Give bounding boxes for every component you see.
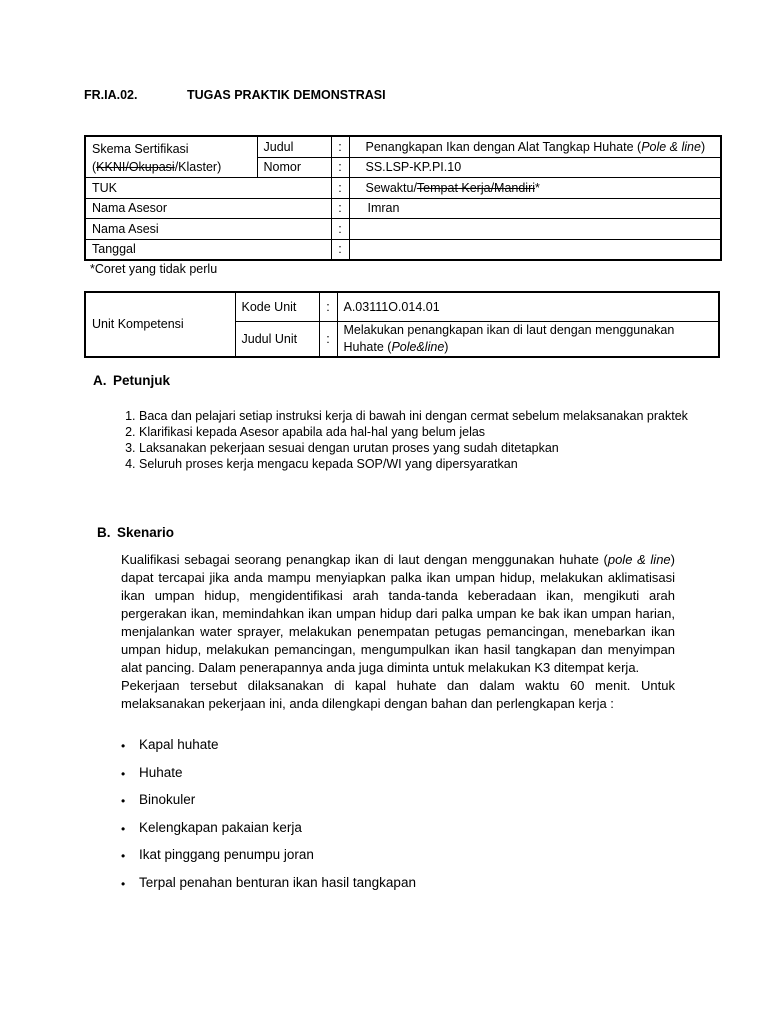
kode-label: Kode Unit [235,292,319,321]
colon: : [331,136,349,157]
bullet-icon: • [121,766,126,781]
bullet-icon: • [121,739,126,753]
asesor-label: Nama Asesor [85,198,331,219]
section-letter: B. [97,525,111,540]
table-row [85,219,721,240]
list-item: 3. Laksanakan pekerjaan sesuai dengan urutan proses yang sudah ditetapkan [139,440,699,456]
section-title: Skenario [117,525,175,540]
paren-open: ( [92,159,97,174]
judul-italic: Pole & line [641,139,701,154]
nomor-label: Nomor [257,157,331,178]
table-row [85,178,721,199]
bullet-icon: • [121,821,126,836]
para1-text-rest: ) dapat tercapai jika anda mampu menyiapkan palka ikan umpan hidup, melakukan aklimatisasi ikan umpan hidup, mengidentifikasi arah tanda-tanda keberadaan ikan, mengikuti arah pergerakan ikan, memindahkan ikan umpan hidup dari palka umpan ke bak ikan umpan harian, menjalankan water sprayer, melakukan penempatan petugas pemancingan, menebarkan ikan umpan hidup, melakukan pemancingan, mengumpulkan ikan hasil tangkapan dan menyimpan alat pancing. Dalam penerapannya anda juga diminta untuk melakukan K3 ditempat kerja. [121,552,676,675]
colon: : [331,157,349,178]
equipment-label: Kapal huhate [139,737,219,752]
equipment-label: Terpal penahan benturan ikan hasil tangkapan [139,874,416,890]
strike-note: *Coret yang tidak perlu [90,262,218,276]
scheme-table [84,135,722,261]
equipment-label: Ikat pinggang penumpu joran [139,847,314,862]
unit-table [84,291,720,358]
pole-line-italic: Pole&line [391,339,445,354]
colon: : [319,321,337,357]
instruction-list [119,408,699,472]
bullet-icon: • [121,849,126,863]
klaster-text: /Klaster) [174,159,222,174]
paren-close: ) [444,339,449,354]
equipment-label: Binokuler [139,792,196,807]
tanggal-label: Tanggal [85,239,331,260]
form-code: FR.IA.02. [84,88,138,102]
asesi-value [349,219,721,240]
tuk-asterisk: * [535,180,540,195]
list-item: 1. Baca dan pelajari setiap instruksi kerja di bawah ini dengan cermat sebelum melaksanakan praktek [139,408,699,424]
colon: : [331,239,349,260]
equipment-label: Huhate [139,764,183,780]
judul-text: Penangkapan Ikan dengan Alat Tangkap Huhate ( [365,139,642,154]
bullet-icon: • [121,794,126,808]
kode-value: A.03111O.014.01 [337,292,719,321]
list-item [121,765,416,793]
list-item [121,875,416,903]
huhate-text: Huhate ( [343,339,392,354]
tanggal-value [349,239,721,260]
para1-italic: pole & line [607,552,671,567]
skema-label-line2 [92,158,251,176]
asesor-value: Imran [349,198,721,219]
tuk-label: TUK [85,178,331,199]
list-item [121,847,416,875]
equipment-list [121,737,416,902]
unit-label: Unit Kompetensi [85,292,235,357]
struck-option: Tempat Kerja/Mandiri [416,180,536,195]
struck-option: KKNI/Okupasi [96,159,175,174]
list-item: 4. Seluruh proses kerja mengacu kepada SOP/WI yang dipersyaratkan [139,456,699,472]
table-row [85,292,719,321]
list-item: 2. Klarifikasi kepada Asesor apabila ada hal-hal yang belum jelas [139,424,699,440]
list-item [121,737,416,765]
section-a-heading [93,373,170,388]
judul-unit-value [337,321,719,357]
asesi-label: Nama Asesi [85,219,331,240]
skema-label-cell [85,136,257,178]
section-letter: A. [93,373,107,388]
judul-value [349,136,721,157]
section-title: Petunjuk [113,373,171,388]
form-title: TUGAS PRAKTIK DEMONSTRASI [187,88,386,102]
judul-close: ) [700,139,706,154]
list-item [121,820,416,848]
colon: : [331,198,349,219]
tuk-text: Sewaktu/ [365,180,417,195]
colon: : [331,219,349,240]
table-row [85,136,721,157]
judul-unit-line2 [344,339,713,356]
colon: : [319,292,337,321]
scenario-paragraph-2: Pekerjaan tersebut dilaksanakan di kapal huhate dan dalam waktu 60 menit. Untuk melaksanakan pekerjaan ini, anda dilengkapi dengan bahan dan perlengkapan kerja : [121,678,675,711]
judul-unit-line1: Melakukan penangkapan ikan di laut dengan menggunakan [343,322,675,337]
skema-label-line1: Skema Sertifikasi [92,141,189,156]
colon: : [331,178,349,199]
scenario-body [121,551,675,713]
section-b-heading [97,525,174,540]
bullet-icon: • [121,876,126,891]
tuk-value [349,178,721,199]
nomor-value: SS.LSP-KP.PI.10 [349,157,721,178]
judul-label: Judul [257,136,331,157]
equipment-label: Kelengkapan pakaian kerja [139,819,302,835]
form-header [84,88,386,102]
scenario-paragraph-1 [121,551,675,677]
list-item [121,792,416,820]
table-row [85,239,721,260]
judul-unit-label: Judul Unit [235,321,319,357]
para1-text: Kualifikasi sebagai seorang penangkap ikan di laut dengan menggunakan huhate ( [121,552,608,567]
table-row [85,198,721,219]
